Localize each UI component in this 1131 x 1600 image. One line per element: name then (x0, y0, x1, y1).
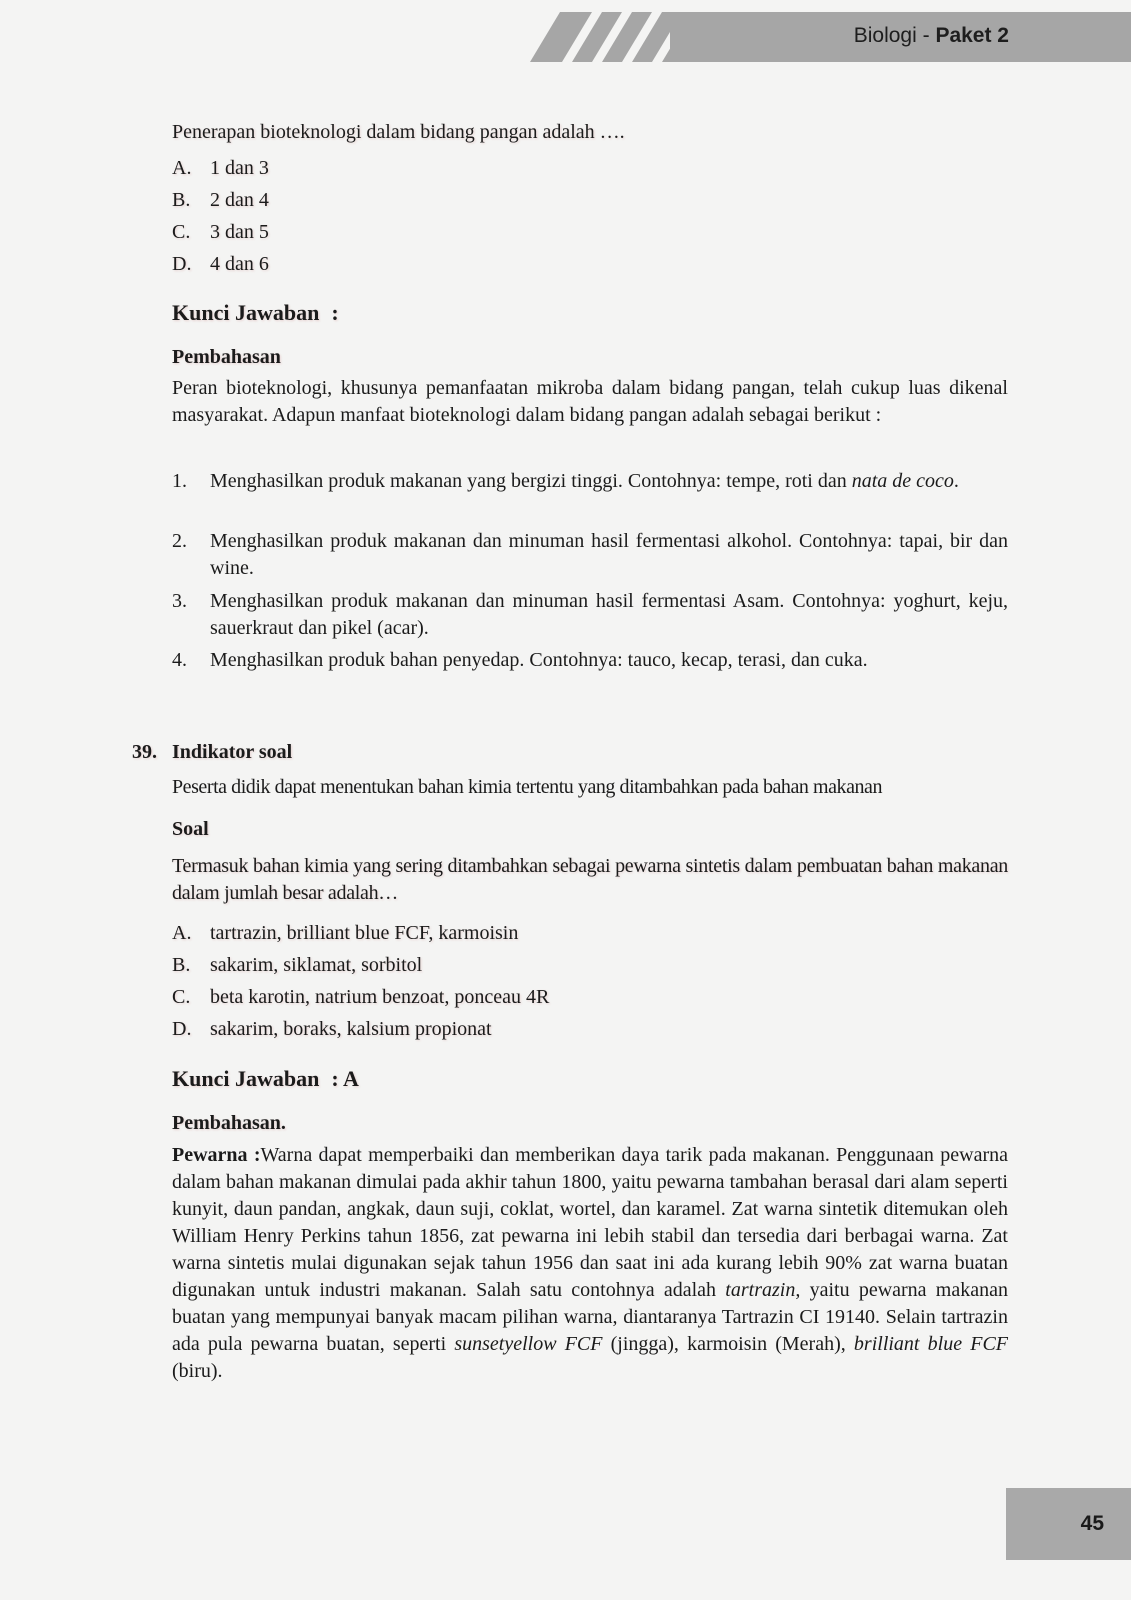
q38-option-b (172, 187, 269, 214)
option-text: 2 dan 4 (210, 189, 269, 211)
option-text: sakarim, siklamat, sorbitol (210, 954, 423, 976)
discussion-italic-3: brilliant blue FCF (853, 1333, 1009, 1355)
q39-option-c (172, 984, 549, 1011)
answer-value: A (342, 1066, 359, 1091)
header-package: Paket 2 (935, 24, 1009, 47)
q39-option-b (172, 952, 422, 979)
answer-label: Kunci Jawaban (172, 300, 320, 325)
q38-option-a (172, 155, 269, 182)
option-letter: B. (172, 189, 191, 211)
q39-indicator-title: Indikator soal (172, 741, 293, 763)
q38-question: Penerapan bioteknologi dalam bidang pangan adalah …. (172, 121, 625, 143)
q39-discussion-body (172, 1142, 1008, 1385)
option-letter: C. (172, 221, 191, 243)
discussion-part-3: (jingga), karmoisin (Merah), (602, 1333, 854, 1355)
option-text: 3 dan 5 (210, 221, 269, 243)
q38-list-item-2 (172, 528, 1008, 582)
option-text: 4 dan 6 (210, 253, 269, 275)
discussion-italic-2: sunsetyellow FCF (454, 1333, 603, 1355)
item-number: 4. (172, 649, 187, 671)
discussion-italic-1: tartrazin, (725, 1279, 801, 1301)
q38-option-c (172, 219, 269, 246)
item-text (210, 468, 1008, 495)
item-number: 3. (172, 590, 187, 612)
item-number: 2. (172, 530, 187, 552)
q38-list-item-3 (172, 588, 1008, 642)
item-text-italic: nata de coco (851, 470, 954, 492)
option-letter: D. (172, 253, 192, 275)
page-number-box (1006, 1488, 1131, 1560)
answer-label: Kunci Jawaban (172, 1066, 320, 1091)
q38-discussion-title: Pembahasan (172, 346, 281, 368)
page-number: 45 (1080, 1512, 1104, 1535)
header-title (854, 24, 1009, 48)
discussion-part-4: (biru). (172, 1360, 223, 1382)
q38-list-item-4 (172, 647, 1008, 674)
discussion-lead: Pewarna : (172, 1144, 261, 1166)
option-letter: C. (172, 986, 191, 1008)
option-text: sakarim, boraks, kalsium propionat (210, 1018, 492, 1040)
item-text-main: Menghasilkan produk makanan yang bergizi tinggi. Contohnya: tempe, roti dan (210, 470, 852, 492)
discussion-part-2: yaitu pewarna makanan buatan yang mempunyai banyak macam pilihan warna, diantaranya Tartrazin CI 19140. Selain tartrazin ada pula pewarna buatan, seperti (172, 1279, 1008, 1355)
q39-discussion-title: Pembahasan. (172, 1112, 286, 1134)
header-separator: - (916, 24, 936, 47)
q39-option-a (172, 920, 518, 947)
q38-option-d (172, 251, 269, 278)
option-text: 1 dan 3 (210, 157, 269, 179)
q39-question: Termasuk bahan kimia yang sering ditambahkan sebagai pewarna sintetis dalam pembuatan bahan makanan dalam jumlah besar adalah… (172, 855, 1008, 904)
q38-answer-key (172, 300, 339, 326)
item-text: Menghasilkan produk makanan dan minuman hasil fermentasi Asam. Contohnya: yoghurt, keju, sauerkraut dan pikel (acar). (210, 590, 1008, 639)
q39-number: 39. (132, 741, 157, 763)
item-text: Menghasilkan produk makanan dan minuman hasil fermentasi alkohol. Contohnya: tapai, bir dan wine. (210, 530, 1008, 579)
q39-option-d (172, 1016, 492, 1043)
option-letter: A. (172, 922, 192, 944)
q39-indicator-text: Peserta didik dapat menentukan bahan kimia tertentu yang ditambahkan pada bahan makanan (172, 776, 883, 798)
item-number: 1. (172, 470, 187, 492)
q39-question-title: Soal (172, 818, 209, 840)
discussion-part-1: Warna dapat memperbaiki dan memberikan daya tarik pada makanan. Penggunaan pewarna dalam bahan makanan dimulai pada akhir tahun 1800, yaitu pewarna tambahan berasal dari alam seperti kunyit, daun pandan, angkak, daun suji, coklat, wortel, dan karamel. Zat warna sintetik ditemukan oleh William Henry Perkins tahun 1856, zat pewarna ini lebih stabil dan tersedia dari berbagai warna. Zat warna sintetis mulai digunakan sejak tahun 1956 dan saat ini ada kurang lebih 90% zat warna buatan digunakan untuk industri makanan. Salah satu contohnya adalah (172, 1144, 1008, 1301)
answer-colon: : (331, 1066, 339, 1091)
item-text-end: . (953, 470, 959, 492)
header-subject: Biologi (853, 24, 917, 47)
option-text: beta karotin, natrium benzoat, ponceau 4R (210, 986, 550, 1008)
option-text: tartrazin, brilliant blue FCF, karmoisin (210, 922, 519, 944)
option-letter: B. (172, 954, 191, 976)
answer-colon: : (331, 300, 339, 325)
item-text: Menghasilkan produk bahan penyedap. Contohnya: tauco, kecap, terasi, dan cuka. (210, 649, 868, 671)
q39-answer-key (172, 1066, 359, 1092)
option-letter: A. (172, 157, 192, 179)
option-letter: D. (172, 1018, 192, 1040)
q38-discussion-intro: Peran bioteknologi, khusunya pemanfaatan mikroba dalam bidang pangan, telah cukup luas dikenal masyarakat. Adapun manfaat bioteknologi dalam bidang pangan adalah sebagai berikut : (172, 377, 1008, 426)
q38-list-item-1 (172, 468, 1008, 495)
